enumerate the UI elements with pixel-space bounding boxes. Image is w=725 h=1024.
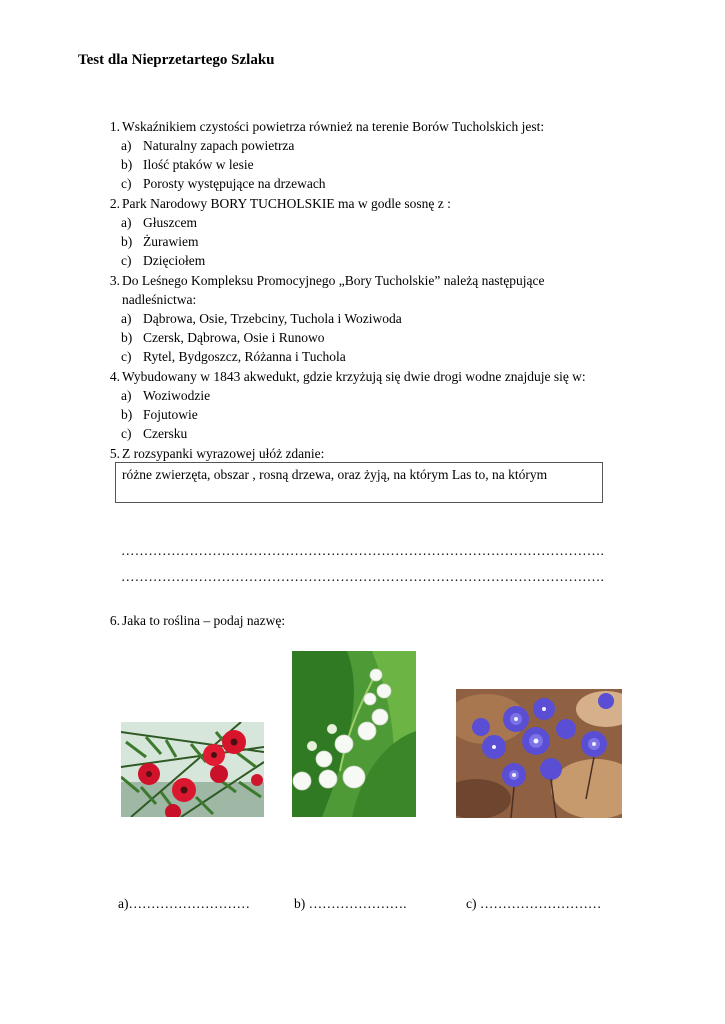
word-scramble-box: [115, 462, 603, 503]
question-number: 5.: [109, 446, 120, 461]
question-text: Z rozsypanki wyrazowej ułóż zdanie:: [122, 446, 325, 461]
hepatica-photo: [456, 689, 622, 818]
document-title: Test dla Nieprzetartego Szlaku: [78, 52, 275, 68]
lily-of-the-valley-photo: [292, 651, 416, 817]
question-text-continued: nadleśnictwa:: [122, 292, 197, 307]
question-text: Wskaźnikiem czystości powietrza również na terenie Borów Tucholskich jest:: [122, 119, 545, 134]
question-text: Wybudowany w 1843 akwedukt, gdzie krzyżują się dwie drogi wodne znajduje się w:: [122, 369, 586, 384]
question-number: 3.: [109, 273, 120, 288]
answer-line-1[interactable]: …………………………………………………………………………………………….: [121, 543, 605, 558]
option: c) Porosty występujące na drzewach: [121, 176, 326, 191]
question-text: Jaka to roślina – podaj nazwę:: [122, 613, 286, 628]
option: c) Dzięciołem: [121, 253, 206, 268]
option: b) Żurawiem: [121, 234, 199, 249]
option: b) Fojutowie: [121, 407, 198, 422]
option: a) Naturalny zapach powietrza: [121, 138, 295, 153]
word-scramble-text: różne zwierzęta, obszar , rosną drzewa, oraz żyją, na którym Las to, na którym: [122, 467, 548, 482]
option: b) Ilość ptaków w lesie: [121, 157, 254, 172]
answer-line-2[interactable]: …………………………………………………………………………………………….: [121, 569, 605, 584]
question-number: 6.: [109, 613, 120, 628]
option: c) Czersku: [121, 426, 188, 441]
option: a) Woziwodzie: [121, 388, 211, 403]
question-number: 4.: [109, 369, 120, 384]
answer-a[interactable]: a)………………………: [118, 896, 250, 911]
question-text: Do Leśnego Kompleksu Promocyjnego „Bory Tucholskie” należą następujące: [122, 273, 545, 288]
option: a) Dąbrowa, Osie, Trzebciny, Tuchola i Woziwoda: [121, 311, 402, 326]
question-number: 1.: [109, 119, 120, 134]
answer-b[interactable]: b) ………………….: [294, 896, 407, 911]
question-text: Park Narodowy BORY TUCHOLSKIE ma w godle sosnę z :: [122, 196, 451, 211]
question-number: 2.: [109, 196, 120, 211]
yew-berries-photo: [121, 722, 264, 817]
option: a) Głuszcem: [121, 215, 197, 230]
option: b) Czersk, Dąbrowa, Osie i Runowo: [121, 330, 325, 345]
answer-c[interactable]: c) ………………………: [466, 896, 602, 911]
option: c) Rytel, Bydgoszcz, Różanna i Tuchola: [121, 349, 346, 364]
